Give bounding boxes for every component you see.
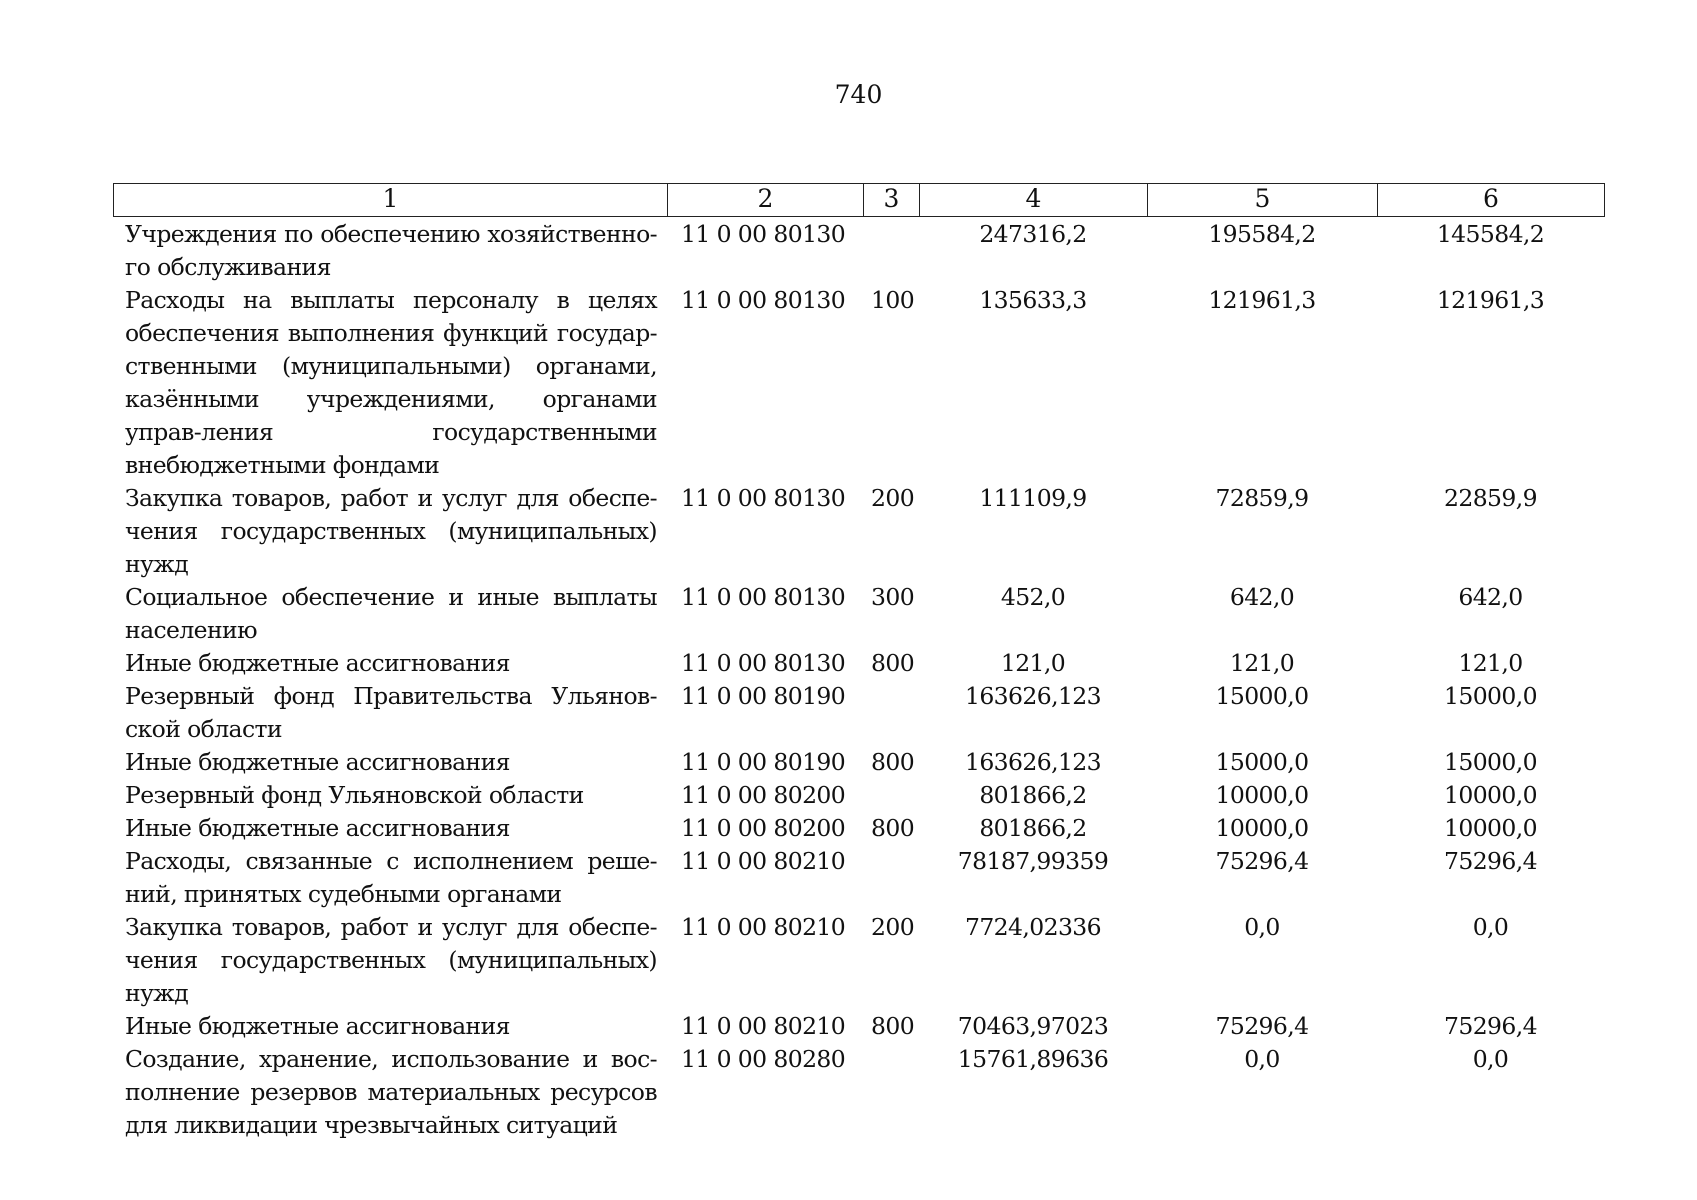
row-value-col6: 10000,0 (1444, 814, 1537, 842)
row-name: Иные бюджетные ассигнования (125, 814, 510, 842)
row-value-col5: 15000,0 (1215, 748, 1309, 776)
row-name: Резервный фонд Правительства Ульянов-ской области (125, 682, 657, 743)
row-expense-type: 800 (871, 1012, 915, 1040)
table-row (113, 1010, 1604, 1043)
row-code: 11 0 00 80130 (681, 649, 846, 677)
row-expense-type: 800 (871, 649, 915, 677)
row-name: Иные бюджетные ассигнования (125, 649, 510, 677)
row-value-col5: 10000,0 (1215, 781, 1309, 809)
row-value-col6: 22859,9 (1444, 484, 1537, 512)
row-value-col5: 642,0 (1229, 583, 1295, 611)
row-value-col4: 111109,9 (979, 484, 1087, 512)
table-row (113, 746, 1604, 779)
row-expense-type: 200 (871, 484, 915, 512)
row-code: 11 0 00 80130 (681, 220, 846, 248)
row-value-col5: 75296,4 (1215, 847, 1309, 875)
row-code: 11 0 00 80130 (681, 286, 846, 314)
row-name: Расходы на выплаты персоналу в целях обеспечения выполнения функций государ-ственными (муниципальными) органами, казёнными учреждениями, органами управ-ления государственными внебюджетными фондами (125, 286, 657, 479)
table-row (113, 218, 1604, 284)
table-row (113, 581, 1604, 647)
row-code: 11 0 00 80190 (681, 748, 846, 776)
row-value-col6: 15000,0 (1444, 682, 1537, 710)
row-value-col6: 0,0 (1472, 913, 1509, 941)
row-value-col4: 801866,2 (979, 814, 1087, 842)
table-row (113, 647, 1604, 680)
page-number: 740 (834, 80, 883, 109)
row-code: 11 0 00 80130 (681, 583, 846, 611)
row-code: 11 0 00 80280 (681, 1045, 846, 1073)
row-value-col5: 0,0 (1244, 913, 1280, 941)
row-value-col4: 801866,2 (979, 781, 1087, 809)
row-expense-type: 800 (871, 748, 915, 776)
row-code: 11 0 00 80200 (681, 814, 846, 842)
row-expense-type: 200 (871, 913, 915, 941)
column-header-6: 6 (1378, 184, 1605, 217)
row-value-col5: 121961,3 (1208, 286, 1316, 314)
row-value-col4: 121,0 (1000, 649, 1066, 677)
row-value-col4: 163626,123 (964, 748, 1102, 776)
row-value-col4: 163626,123 (964, 682, 1102, 710)
row-expense-type (863, 1043, 919, 1142)
row-expense-type (863, 218, 919, 284)
row-value-col4: 78187,99359 (957, 847, 1109, 875)
row-value-col5: 195584,2 (1208, 220, 1316, 248)
row-name: Иные бюджетные ассигнования (125, 748, 510, 776)
row-expense-type (863, 680, 919, 746)
row-name: Закупка товаров, работ и услуг для обеспе-чения государственных (муниципальных) нужд (125, 913, 657, 1007)
row-expense-type: 300 (871, 583, 915, 611)
row-name: Расходы, связанные с исполнением реше-ний, принятых судебными органами (125, 847, 657, 908)
table-row (113, 779, 1604, 812)
column-header-3: 3 (864, 184, 920, 217)
column-header-table (113, 183, 1605, 217)
table-row (113, 1043, 1604, 1142)
row-value-col6: 75296,4 (1444, 847, 1537, 875)
row-code: 11 0 00 80210 (681, 913, 846, 941)
row-name: Резервный фонд Ульяновской области (125, 781, 584, 809)
row-value-col6: 10000,0 (1444, 781, 1537, 809)
row-value-col5: 15000,0 (1215, 682, 1309, 710)
row-name: Учреждения по обеспечению хозяйственно-го обслуживания (125, 220, 657, 281)
row-code: 11 0 00 80190 (681, 682, 846, 710)
budget-table (113, 218, 1604, 1142)
column-header-1: 1 (114, 184, 668, 217)
row-code: 11 0 00 80130 (681, 484, 846, 512)
row-value-col6: 121,0 (1458, 649, 1523, 677)
row-expense-type (863, 779, 919, 812)
row-code: 11 0 00 80200 (681, 781, 846, 809)
table-row (113, 812, 1604, 845)
row-value-col4: 247316,2 (979, 220, 1087, 248)
row-value-col6: 0,0 (1472, 1045, 1509, 1073)
row-value-col6: 145584,2 (1436, 220, 1545, 248)
row-code: 11 0 00 80210 (681, 1012, 846, 1040)
row-expense-type (863, 845, 919, 911)
row-value-col4: 15761,89636 (957, 1045, 1109, 1073)
row-value-col5: 10000,0 (1215, 814, 1309, 842)
row-name: Иные бюджетные ассигнования (125, 1012, 510, 1040)
row-value-col6: 642,0 (1458, 583, 1523, 611)
row-name: Создание, хранение, использование и вос-полнение резервов материальных ресурсов для ликвидации чрезвычайных ситуаций (125, 1045, 657, 1139)
row-value-col4: 7724,02336 (964, 913, 1102, 941)
table-row (113, 911, 1604, 1010)
column-header-2: 2 (668, 184, 864, 217)
column-header-row (114, 184, 1605, 217)
row-value-col6: 121961,3 (1436, 286, 1545, 314)
row-name: Закупка товаров, работ и услуг для обеспе-чения государственных (муниципальных) нужд (125, 484, 657, 578)
table-row (113, 680, 1604, 746)
column-header-4: 4 (920, 184, 1148, 217)
row-value-col6: 75296,4 (1444, 1012, 1537, 1040)
table-row (113, 482, 1604, 581)
row-value-col5: 75296,4 (1215, 1012, 1309, 1040)
column-header-5: 5 (1148, 184, 1378, 217)
row-code: 11 0 00 80210 (681, 847, 846, 875)
row-name: Социальное обеспечение и иные выплаты населению (125, 583, 657, 644)
row-expense-type: 800 (871, 814, 915, 842)
table-row (113, 845, 1604, 911)
row-value-col6: 15000,0 (1444, 748, 1537, 776)
row-value-col5: 72859,9 (1215, 484, 1309, 512)
row-value-col4: 135633,3 (979, 286, 1087, 314)
row-value-col5: 0,0 (1244, 1045, 1280, 1073)
row-expense-type: 100 (871, 286, 915, 314)
row-value-col5: 121,0 (1229, 649, 1295, 677)
row-value-col4: 452,0 (1000, 583, 1066, 611)
row-value-col4: 70463,97023 (957, 1012, 1109, 1040)
table-row (113, 284, 1604, 482)
